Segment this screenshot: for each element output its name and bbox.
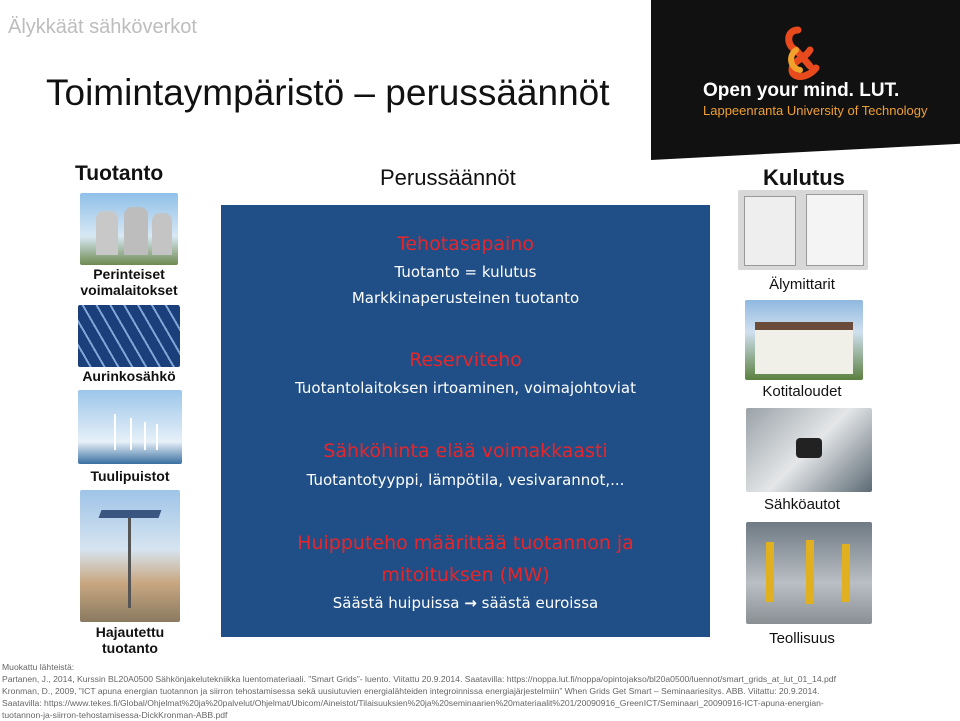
rule-line-reserve-power: Tuotantolaitoksen irtoaminen, voimajohtoviat <box>295 379 636 397</box>
consumption-label-electric-cars: Sähköautot <box>764 496 840 513</box>
rule-title-peak-power-1: Huipputeho määrittää tuotannon ja <box>297 532 634 554</box>
reference-3: Saatavilla: https://www.tekes.fi/Global/Ohjelmat%20ja%20palvelut/Ohjelmat/Ubicom/Aineistot/Tilaisuuksien%20ja%20seminaarien%20materiaalit%201/20090916_GreenICT/Seminaari_20090916-ICT-apuna-energian- <box>2 698 824 708</box>
production-label-wind: Tuulipuistot <box>90 468 170 484</box>
references-heading: Muokattu lähteistä: <box>2 662 75 672</box>
consumption-label-smart-meters: Älymittarit <box>769 276 835 293</box>
lut-ampersand-logo <box>780 24 828 80</box>
arrow-right-icon: → <box>464 594 477 612</box>
consumption-label-households: Kotitaloudet <box>762 383 842 400</box>
rule-line-power-balance-2: Markkinaperusteinen tuotanto <box>351 289 580 307</box>
reference-4: tuotannon-ja-siirron-tehostamisessa-DickKronman-ABB.pdf <box>2 710 228 720</box>
rule-title-reserve-power: Reserviteho <box>409 349 522 371</box>
rule-line-power-balance-1: Tuotanto = kulutus <box>394 263 537 281</box>
slide-title: Toimintaympäristö – perussäännöt <box>46 72 610 113</box>
rule-line-price: Tuotantotyyppi, lämpötila, vesivarannot,... <box>306 471 625 489</box>
power-plant-photo <box>80 193 178 265</box>
rule-line-peak-power <box>221 594 710 612</box>
production-label-distributed: Hajautettu tuotanto <box>95 624 165 656</box>
industry-robot-photo <box>746 522 872 624</box>
reference-1: Partanen, J., 2014, Kurssin BL20A0500 Sähkönjakelutekniikka luentomateriaali. ”Smart Grids”- luento. Viitattu 20.9.2014. Saatavilla: https://noppa.lut.fi/noppa/opintojakso/bl20a0500/luennot/smart_grids_at_lut_01_14.pdf <box>2 674 836 684</box>
consumption-label-industry: Teollisuus <box>769 630 835 647</box>
column-heading-consumption: Kulutus <box>763 165 845 190</box>
production-label-solar: Aurinkosähkö <box>82 368 176 384</box>
column-heading-rules: Perussäännöt <box>380 165 516 190</box>
wind-farm-photo <box>78 390 182 464</box>
distributed-generation-photo <box>80 490 180 622</box>
house-photo <box>745 300 863 380</box>
reference-2: Kronman, D., 2009, ”ICT apuna energian tuotannon ja siirron tehostamisessa sekä uusiutuvien energialähteiden integroinnissa energiajärjestelmiin” When Grids Get Smart – Seminaariesitys. ABB. Viitattu: 20.9.2014. <box>2 686 820 696</box>
presentation-series-title: Älykkäät sähköverkot <box>8 16 197 38</box>
rule-title-power-balance: Tehotasapaino <box>396 233 535 255</box>
smart-meter-photo <box>738 190 868 270</box>
lut-university-name: Lappeenranta University of Technology <box>703 103 928 118</box>
column-heading-production: Tuotanto <box>75 162 164 185</box>
electric-car-photo <box>746 408 872 492</box>
rule-title-peak-power-2: mitoituksen (MW) <box>381 564 550 586</box>
rule-line-peak-power-a: Säästä huipuissa <box>332 594 460 612</box>
rule-title-price: Sähköhinta elää voimakkaasti <box>323 440 608 462</box>
solar-panel-photo <box>78 305 180 367</box>
rule-line-peak-power-b: säästä euroissa <box>481 594 599 612</box>
production-label-power-plants: Perinteiset voimalaitokset <box>80 266 178 298</box>
lut-slogan: Open your mind. LUT. <box>703 80 900 101</box>
references <box>2 661 958 721</box>
